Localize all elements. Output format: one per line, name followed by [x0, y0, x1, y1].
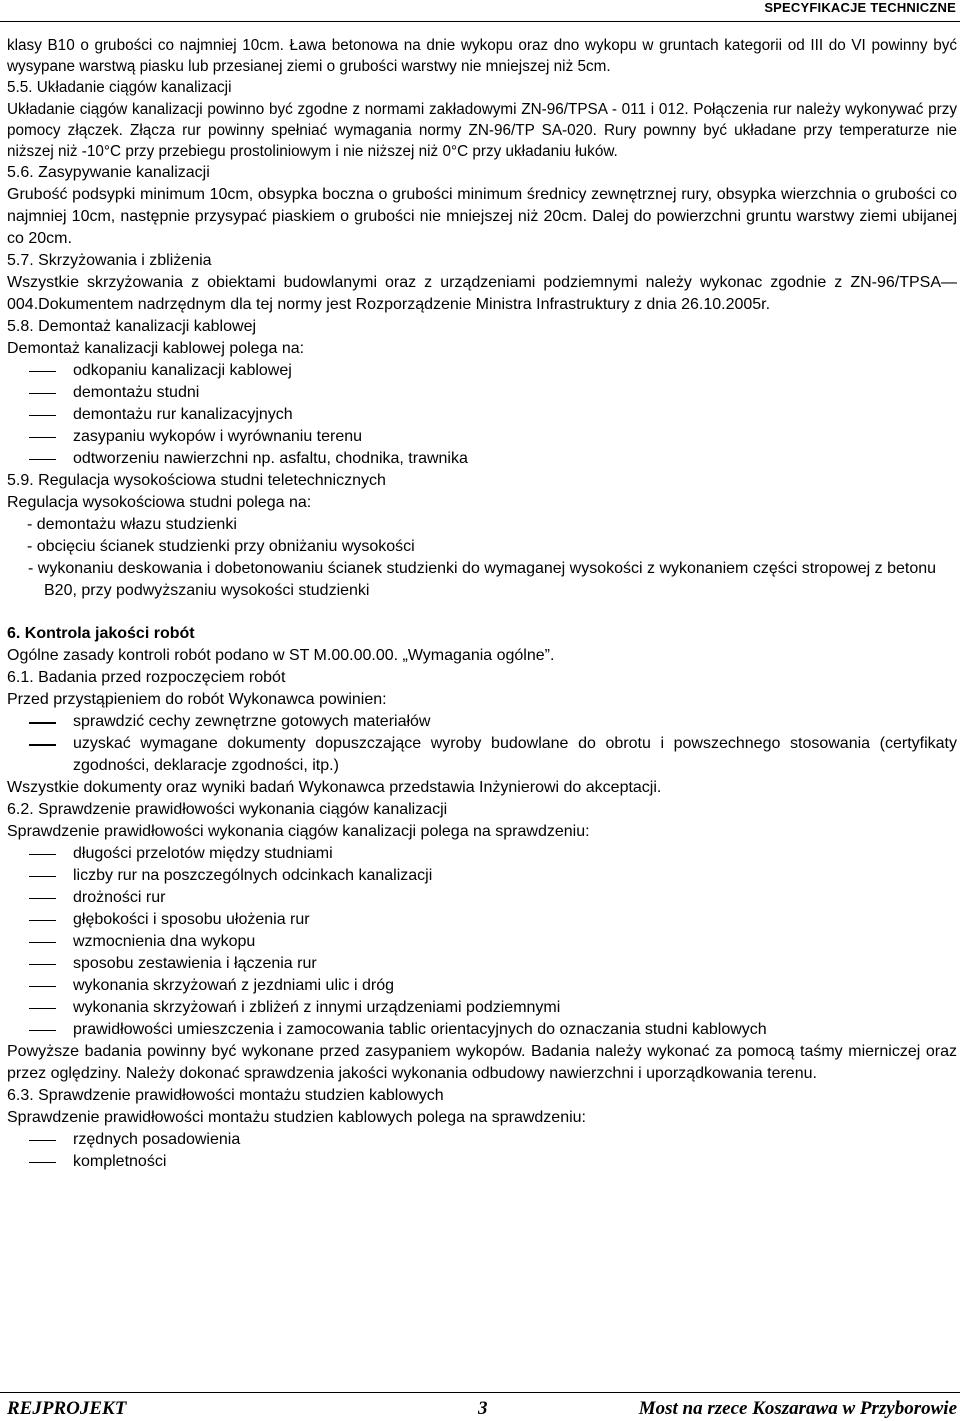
heading-5-5: 5.5. Układanie ciągów kanalizacji — [7, 79, 232, 97]
list-6-1 — [7, 711, 957, 777]
list-item: rzędnych posadowienia — [7, 1129, 957, 1151]
heading-5-9: 5.9. Regulacja wysokościowa studni teletechnicznych — [7, 472, 386, 490]
paragraph-5-7: Wszystkie skrzyżowania z obiektami budowlanymi oraz z urządzeniami podziemnymi należy wykonac zgodnie z ZN-96/TPSA—004.Dokumentem nadrzędnym dla tej normy jest Rozporządzenie Ministra Infrastruktury z dnia 26.10.2005r. — [7, 274, 957, 314]
list-item: długości przelotów między studniami — [7, 843, 957, 865]
paragraph-5-5: Układanie ciągów kanalizacji powinno być zgodne z normami zakładowymi ZN-96/TPSA - 011 i 012. Połączenia rur należy wykonywać przy pomocy złączek. Złącza rur powinny spełniać wymagania normy ZN-96/TP SA-020. Rury pownny być układane przy temperaturze nie niższej niż -10°C przy przebiegu prostoliniowym i nie niższej niż 0°C przy układaniu łuków. — [7, 100, 957, 161]
list-item: wykonania skrzyżowań z jezdniami ulic i dróg — [7, 975, 957, 997]
footer-project: Most na rzece Koszarawa w Przyborowie — [638, 1398, 957, 1419]
heading-5-7: 5.7. Skrzyżowania i zbliżenia — [7, 252, 212, 270]
footer-company: REJPROJEKT — [7, 1398, 127, 1419]
list-item: sprawdzić cechy zewnętrzne gotowych materiałów — [7, 711, 957, 733]
footer-rule — [0, 1392, 960, 1393]
heading-6-2: 6.2. Sprawdzenie prawidłowości wykonania ciągów kanalizacji — [7, 801, 448, 819]
paragraph-6-1-intro: Przed przystąpieniem do robót Wykonawca powinien: — [7, 691, 387, 709]
header-rule — [0, 21, 960, 22]
list-item: uzyskać wymagane dokumenty dopuszczające wyroby budowlane do obrotu i powszechnego stosowania (certyfikaty zgodności, deklaracje zgodności, itp.) — [7, 733, 957, 777]
list-item: drożności rur — [7, 887, 957, 909]
list-item: demontażu studni — [7, 382, 957, 404]
paragraph-6-1-outro: Wszystkie dokumenty oraz wyniki badań Wykonawca przedstawia Inżynierowi do akceptacji. — [7, 779, 662, 797]
running-header: SPECYFIKACJE TECHNICZNE — [764, 0, 956, 15]
section-5-4-5-5 — [7, 35, 957, 162]
heading-5-6: 5.6. Zasypywanie kanalizacji — [7, 164, 210, 182]
page-number: 3 — [478, 1398, 488, 1419]
heading-6: 6. Kontrola jakości robót — [7, 625, 195, 643]
spacer — [7, 602, 957, 623]
paragraph-5-9-intro: Regulacja wysokościowa studni polega na: — [7, 494, 312, 512]
heading-6-1: 6.1. Badania przed rozpoczęciem robót — [7, 669, 286, 687]
list-item: głębokości i sposobu ułożenia rur — [7, 909, 957, 931]
list-item: prawidłowości umieszczenia i zamocowania tablic orientacyjnych do oznaczania studni kablowych — [7, 1019, 957, 1041]
heading-6-3: 6.3. Sprawdzenie prawidłowości montażu studzien kablowych — [7, 1087, 444, 1105]
list-6-3 — [7, 1129, 957, 1173]
list-6-2 — [7, 843, 957, 1041]
paragraph-6: Ogólne zasady kontroli robót podano w ST M.00.00.00. „Wymagania ogólne”. — [7, 647, 555, 665]
paragraph-5-6: Grubość podsypki minimum 10cm, obsypka boczna o grubości minimum średnicy zewnętrznej rury, obsypka wierzchnia o grubości co najmniej 10cm, następnie przysypać piaskiem o grubości nie mniejszej niż 20cm. Dalej do powierzchni gruntu warstwy ziemi ubijanej co 20cm. — [7, 186, 957, 248]
list-item: odtworzeniu nawierzchni np. asfaltu, chodnika, trawnika — [7, 448, 957, 470]
list-item: demontażu rur kanalizacyjnych — [7, 404, 957, 426]
paragraph-intro: klasy B10 o grubości co najmniej 10cm. Ława betonowa na dnie wykopu oraz dno wykopu w gruntach kategorii od III do VI powinny być wysypane warstwą piasku lub przesianej ziemi o grubości warstwy nie mniejszej niż 5cm. — [7, 37, 957, 76]
list-item: zasypaniu wykopów i wyrównaniu terenu — [7, 426, 957, 448]
list-item: - obcięciu ścianek studzienki przy obniżaniu wysokości — [27, 538, 415, 556]
document-body — [7, 35, 957, 1173]
list-item: sposobu zestawienia i łączenia rur — [7, 953, 957, 975]
paragraph-6-2-intro: Sprawdzenie prawidłowości wykonania ciągów kanalizacji polega na sprawdzeniu: — [7, 823, 590, 841]
list-item: liczby rur na poszczególnych odcinkach kanalizacji — [7, 865, 957, 887]
list-item: odkopaniu kanalizacji kablowej — [7, 360, 957, 382]
list-item: kompletności — [7, 1151, 957, 1173]
paragraph-6-3-intro: Sprawdzenie prawidłowości montażu studzien kablowych polega na sprawdzeniu: — [7, 1109, 586, 1127]
list-item: - wykonaniu deskowania i dobetonowaniu ścianek studzienki do wymaganej wysokości z wykonaniem części stropowej z betonu B20, przy podwyższaniu wysokości studzienki — [28, 560, 937, 600]
list-5-8 — [7, 360, 957, 470]
paragraph-6-2-outro: Powyższe badania powinny być wykonane przed zasypaniem wykopów. Badania należy wykonać za pomocą taśmy mierniczej oraz przez oględziny. Należy dokonać sprawdzenia jakości wykonania odbudowy nawierzchni i uporządkowania terenu. — [7, 1043, 957, 1083]
list-item: wzmocnienia dna wykopu — [7, 931, 957, 953]
list-item: - demontażu włazu studzienki — [27, 516, 237, 534]
list-item: wykonania skrzyżowań i zbliżeń z innymi urządzeniami podziemnymi — [7, 997, 957, 1019]
paragraph-5-8-intro: Demontaż kanalizacji kablowej polega na: — [7, 340, 305, 358]
heading-5-8: 5.8. Demontaż kanalizacji kablowej — [7, 318, 257, 336]
